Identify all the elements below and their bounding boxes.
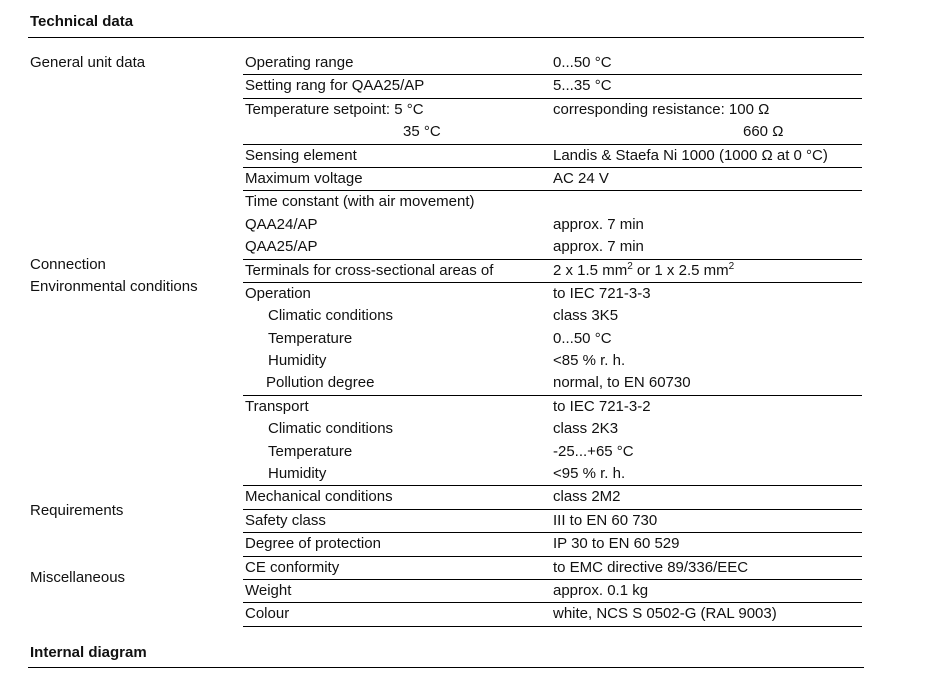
table-row bbox=[243, 52, 862, 75]
table-row bbox=[243, 441, 862, 463]
row-value: Landis & Staefa Ni 1000 (1000 Ω at 0 °C) bbox=[553, 146, 828, 164]
table-row bbox=[243, 372, 862, 395]
row-value: to IEC 721-3-3 bbox=[553, 284, 651, 302]
row-value: AC 24 V bbox=[553, 169, 609, 187]
row-value: to EMC directive 89/336/EEC bbox=[553, 558, 749, 576]
table-row bbox=[243, 75, 862, 98]
internal-diagram-rule bbox=[28, 667, 864, 668]
row-label: CE conformity bbox=[245, 558, 340, 576]
row-label: Temperature bbox=[268, 329, 353, 347]
row-value: approx. 7 min bbox=[553, 238, 644, 256]
table-row bbox=[243, 283, 862, 305]
table-row bbox=[243, 486, 862, 509]
row-value: white, NCS S 0502-G (RAL 9003) bbox=[553, 605, 777, 623]
table-row bbox=[243, 328, 862, 350]
table-row bbox=[243, 121, 862, 144]
row-label: Humidity bbox=[268, 352, 327, 370]
row-label: Climatic conditions bbox=[268, 420, 394, 438]
row-label: Time constant (with air movement) bbox=[245, 193, 475, 211]
row-value: class 2M2 bbox=[553, 488, 621, 506]
row-label: Transport bbox=[245, 397, 309, 415]
table-row bbox=[243, 145, 862, 168]
table-row bbox=[243, 305, 862, 327]
row-value: class 3K5 bbox=[553, 307, 619, 325]
row-value: <95 % r. h. bbox=[553, 465, 626, 483]
row-value: <85 % r. h. bbox=[553, 352, 626, 370]
technical-data-rule bbox=[28, 37, 864, 38]
row-label: Climatic conditions bbox=[268, 307, 394, 325]
row-label: Pollution degree bbox=[266, 374, 375, 392]
row-value: corresponding resistance: 100 Ω bbox=[553, 100, 770, 118]
row-label: Colour bbox=[245, 605, 290, 623]
table-row bbox=[243, 396, 862, 418]
table-row bbox=[243, 418, 862, 440]
internal-diagram-heading: Internal diagram bbox=[30, 644, 147, 661]
row-label: Terminals for cross-sectional areas of bbox=[245, 261, 494, 279]
row-value: approx. 7 min bbox=[553, 215, 644, 233]
row-value: 0...50 °C bbox=[553, 54, 612, 71]
table-row bbox=[243, 99, 862, 121]
row-value: IP 30 to EN 60 529 bbox=[553, 535, 680, 553]
row-label: Operation bbox=[245, 284, 311, 302]
group-label: Miscellaneous bbox=[30, 569, 126, 587]
row-value: class 2K3 bbox=[553, 420, 619, 438]
group-label: Environmental conditions bbox=[30, 278, 198, 295]
row-value: -25...+65 °C bbox=[553, 442, 634, 460]
table-row bbox=[243, 603, 862, 626]
row-value: approx. 0.1 kg bbox=[553, 581, 649, 599]
table-row bbox=[243, 168, 862, 191]
row-value: III to EN 60 730 bbox=[553, 511, 658, 529]
row-label: Temperature setpoint: 5 °C bbox=[245, 100, 424, 118]
technical-data-heading: Technical data bbox=[30, 13, 134, 30]
table-row bbox=[243, 510, 862, 533]
table-row bbox=[243, 533, 862, 556]
table-row bbox=[243, 191, 862, 213]
group-label: Requirements bbox=[30, 502, 124, 519]
row-label: Sensing element bbox=[245, 146, 357, 164]
technical-data-table bbox=[243, 52, 862, 627]
row-label: Safety class bbox=[245, 511, 326, 529]
row-label: Temperature bbox=[268, 442, 353, 460]
row-value: to IEC 721-3-2 bbox=[553, 397, 651, 415]
row-value: normal, to EN 60730 bbox=[553, 374, 691, 392]
row-label: Operating range bbox=[245, 54, 354, 71]
row-value: 660 Ω bbox=[743, 123, 784, 141]
row-label: QAA24/AP bbox=[245, 215, 318, 233]
table-row bbox=[243, 260, 862, 283]
row-label: QAA25/AP bbox=[245, 238, 318, 256]
table-row bbox=[243, 580, 862, 603]
row-label: Maximum voltage bbox=[245, 169, 363, 187]
table-row bbox=[243, 350, 862, 372]
row-label: 35 °C bbox=[403, 123, 441, 141]
table-row bbox=[243, 214, 862, 236]
row-value: 2 x 1.5 $mm^2$ or 1 x 2.5 $mm^2$ bbox=[553, 260, 735, 279]
table-row bbox=[243, 463, 862, 486]
table-row bbox=[243, 557, 862, 580]
group-label: Connection bbox=[30, 255, 106, 273]
row-label: Weight bbox=[245, 581, 292, 599]
row-value: 5...35 °C bbox=[553, 77, 612, 95]
row-label: Humidity bbox=[268, 465, 327, 483]
group-label: General unit data bbox=[30, 54, 146, 71]
row-value: 0...50 °C bbox=[553, 329, 612, 347]
table-row bbox=[243, 236, 862, 259]
row-label: Degree of protection bbox=[245, 535, 381, 553]
row-label: Mechanical conditions bbox=[245, 488, 393, 506]
row-label: Setting rang for QAA25/AP bbox=[245, 77, 425, 95]
